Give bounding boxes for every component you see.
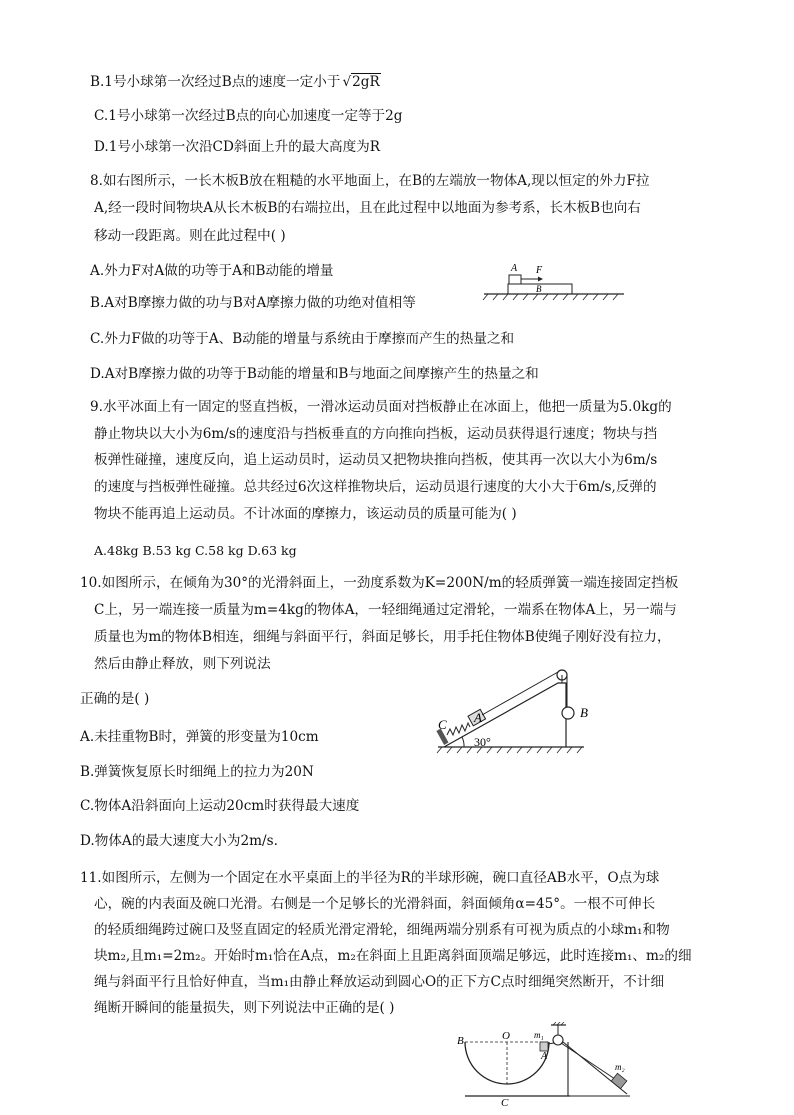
q11-stem-line-1: 11.如图所示，左侧为一个固定在水平桌面上的半径为R的半球形碗，碗口直径AB水平，O点为球 — [80, 870, 660, 886]
q8-option-a: A.外力F对A做的功等于A和B动能的增量 — [90, 263, 334, 279]
q10-figure — [434, 663, 600, 755]
rope-slope — [561, 1043, 615, 1079]
label-b: B — [457, 1035, 464, 1047]
q9-stem-line-4: 的速度与挡板弹性碰撞。总共经过6次这样推物块后，运动员退行速度的大小大于6m/s,反弹的 — [94, 479, 657, 495]
q11-stem-line-2: 心，碗的内表面及碗口光滑。右侧是一个足够长的光滑斜面，斜面倾角α=45°。一根不可伸长 — [94, 896, 656, 912]
ground-hatch — [483, 294, 624, 300]
label-o: O — [502, 1030, 510, 1042]
angle-arc — [462, 737, 464, 747]
q11-figure — [455, 1022, 655, 1112]
label-a: A — [541, 1051, 548, 1062]
q10-stem-line-3: 质量也为m的物体B相连，细绳与斜面平行，斜面足够长，用手托住物体B使绳子刚好没有拉力， — [94, 629, 671, 645]
q11-stem-line-3: 的轻质细绳跨过碗口及竖直固定的轻质光滑定滑轮，细绳两端分别系有可视为质点的小球m₁和物 — [94, 922, 670, 938]
q10-option-c: C.物体A沿斜面向上运动20cm时获得最大速度 — [80, 798, 360, 814]
block-m2 — [611, 1073, 627, 1088]
label-a: A — [474, 710, 482, 725]
q10-option-d: D.物体A的最大速度大小为2m/s. — [80, 833, 278, 849]
q10-stem-line-4: 然后由静止释放，则下列说法 — [94, 656, 271, 672]
q8-option-d: D.A对B摩擦力做的功等于B动能的增量和B与地面之间摩擦产生的热量之和 — [90, 366, 539, 382]
q7-option-d: D.1号小球第一次沿CD斜面上升的最大高度为R — [94, 139, 381, 155]
q10-option-a: A.未挂重物B时，弹簧的形变量为10cm — [80, 729, 319, 745]
q7-option-c: C.1号小球第一次经过B点的向心加速度一定等于2g — [94, 108, 403, 124]
sqrt-radical — [342, 73, 380, 91]
rope — [482, 672, 558, 715]
q8-stem-line-2: A,经一段时间物块A从长木板B的右端拉出，且在此过程中以地面为参考系，长木板B也向右 — [94, 200, 641, 216]
block-a — [509, 275, 521, 284]
q10-stem-line-1: 10.如图所示，在倾角为30°的光滑斜面上，一劲度系数为K=200N/m的轻质弹簧一端连接固定挡板 — [80, 575, 679, 591]
q11-stem-line-5: 绳与斜面平行且恰好伸直，当m₁由静止释放运动到圆心O的正下方C点时细绳突然断开，不计细 — [94, 974, 665, 990]
label-m1: m₁ — [534, 1030, 544, 1040]
sqrt-radicand: 2gR — [352, 74, 380, 90]
label-b: B — [580, 705, 588, 720]
label-f: F — [536, 265, 543, 276]
label-b: B — [536, 284, 542, 294]
label-a: A — [511, 263, 518, 274]
q9-options: A.48kg B.53 kg C.58 kg D.63 kg — [94, 543, 297, 558]
q10-option-b: B.弹簧恢复原长时细绳上的拉力为20N — [80, 764, 314, 780]
sqrt-sign-icon: √ — [342, 74, 352, 90]
label-m2: m₂ — [615, 1062, 625, 1072]
spring-icon — [447, 723, 470, 735]
q9-stem-line-2: 静止物块以大小为6m/s的速度沿与挡板垂直的方向推向挡板，运动员获得退行速度；物块与挡 — [94, 426, 658, 442]
q8-figure — [478, 258, 628, 304]
ball-b — [562, 707, 574, 719]
ground-hatch — [437, 747, 584, 753]
q9-stem-line-5: 物块不能再追上运动员。不计冰面的摩擦力，该运动员的质量可能为( ) — [94, 506, 517, 522]
q7-option-b — [90, 73, 381, 91]
q9-stem-line-1: 9.水平冰面上有一固定的竖直挡板，一滑冰运动员面对挡板静止在冰面上，他把一质量为5.0kg的 — [90, 399, 672, 415]
q10-stem-tail: 正确的是( ) — [80, 691, 150, 707]
block-m1 — [540, 1042, 548, 1051]
q9-stem-line-3: 板弹性碰撞，速度反向，追上运动员时，运动员又把物块推向挡板，使其再一次以大小为6m/s — [94, 452, 658, 468]
q11-stem-line-4: 块m₂,且m₁=2m₂。开始时m₁恰在A点，m₂在斜面上且距离斜面顶端足够远，此时连接m₁、m₂的细 — [94, 948, 692, 964]
q7-option-b-text: B.1号小球第一次经过B点的速度一定小于 — [90, 74, 341, 90]
label-c: C — [501, 1097, 509, 1109]
q11-stem-line-6: 绳断开瞬间的能量损失，则下列说法中正确的是( ) — [94, 1000, 395, 1016]
q10-stem-line-2: C上，另一端连接一质量为m=4kg的物体A，一轻细绳通过定滑轮，一端系在物体A上，另一端与 — [94, 602, 677, 618]
q8-stem-line-1: 8.如右图所示，一长木板B放在粗糙的水平地面上，在B的左端放一物体A,现以恒定的外力F拉 — [90, 173, 650, 189]
q8-option-c: C.外力F做的功等于A、B动能的增量与系统由于摩擦而产生的热量之和 — [90, 331, 515, 347]
angle-label: 30° — [474, 735, 491, 749]
q8-stem-line-3: 移动一段距离。则在此过程中( ) — [94, 228, 286, 244]
label-c: C — [438, 717, 447, 732]
q8-option-b: B.A对B摩擦力做的功与B对A摩擦力做的功绝对值相等 — [90, 295, 416, 311]
